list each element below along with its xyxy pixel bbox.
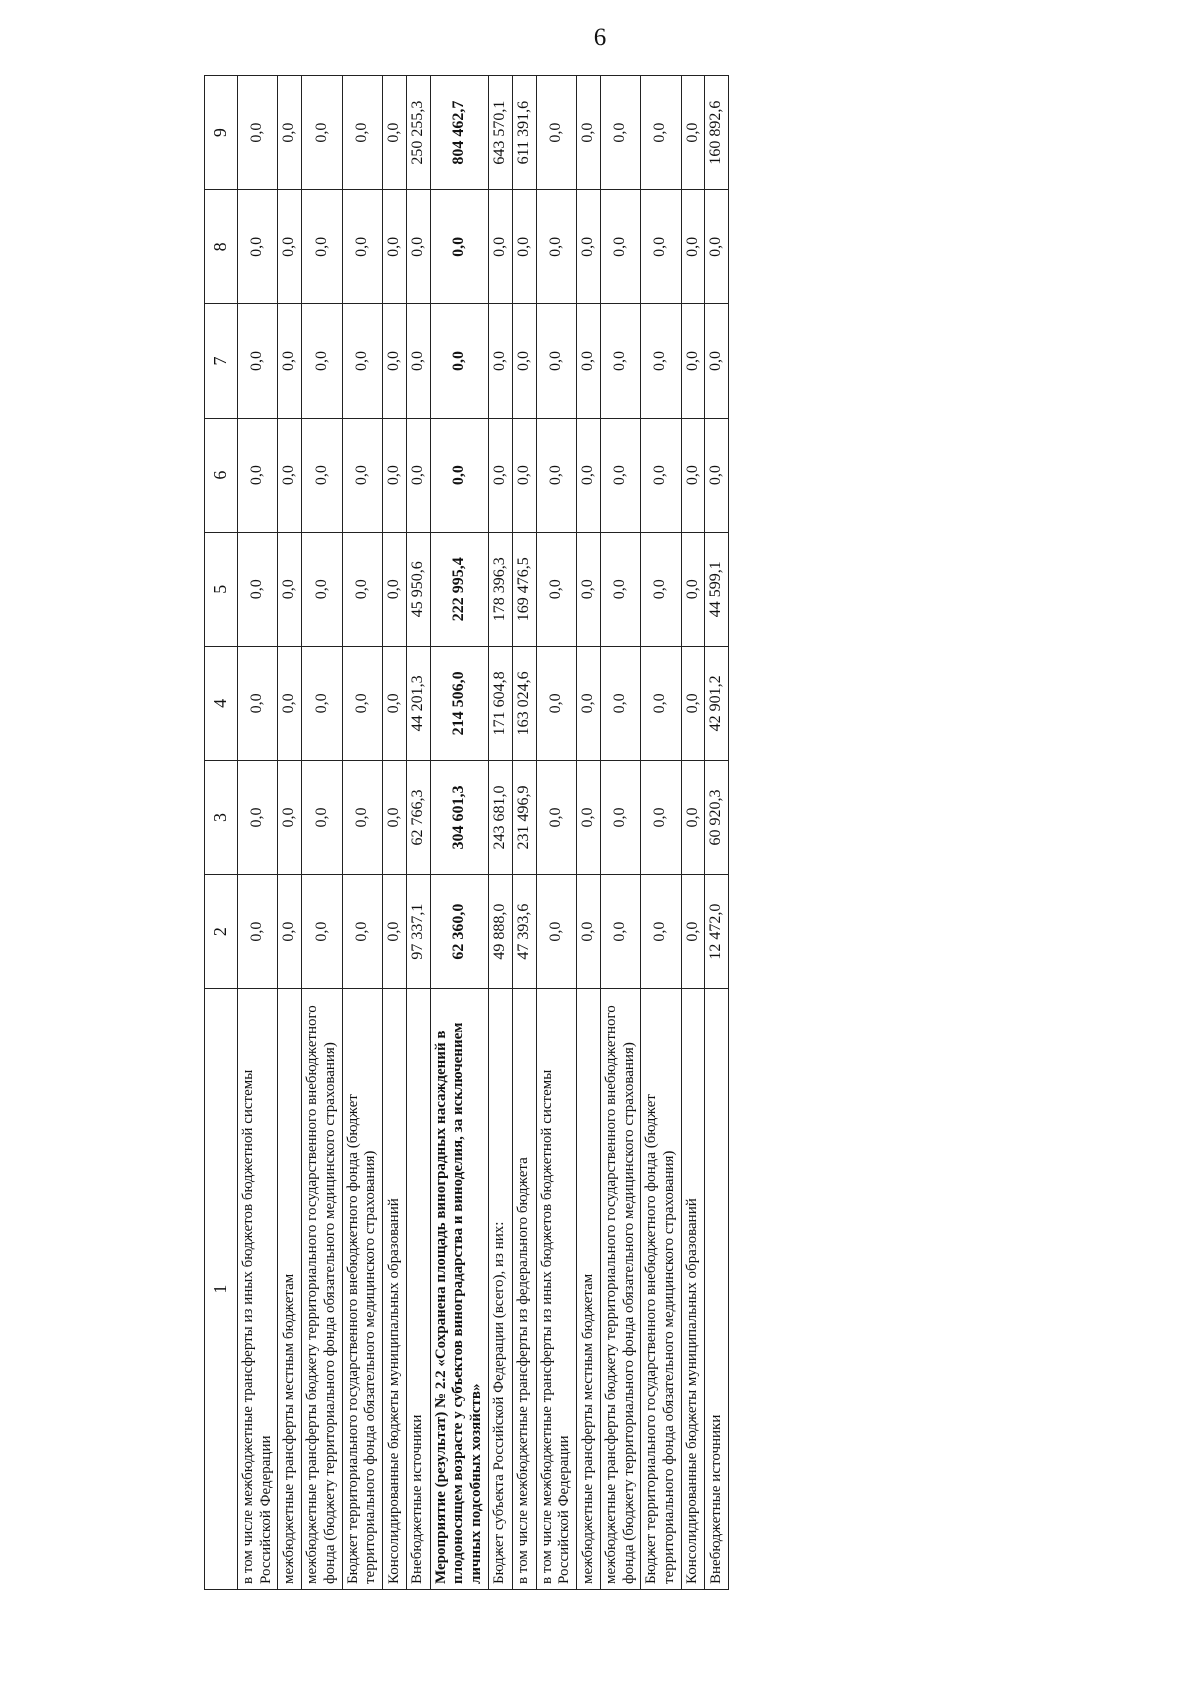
cell-col-6: 0,0 [576,418,600,532]
table-header-row [205,76,238,1590]
cell-col-5: 0,0 [238,532,278,646]
page-number: 6 [593,24,607,51]
cell-col-5: 0,0 [681,532,705,646]
header-col-6: 6 [205,418,238,532]
cell-col-3: 304 601,3 [430,760,488,874]
cell-col-4: 163 024,6 [512,646,536,760]
cell-col-5: 178 396,3 [488,532,512,646]
cell-col-6: 0,0 [512,418,536,532]
cell-col-6: 0,0 [641,418,681,532]
cell-col-9: 0,0 [238,76,278,190]
cell-col-6: 0,0 [705,418,729,532]
cell-col-9: 0,0 [536,76,576,190]
cell-col-2: 0,0 [576,875,600,989]
cell-col-3: 0,0 [681,760,705,874]
cell-col-6: 0,0 [278,418,302,532]
cell-col-6: 0,0 [383,418,407,532]
row-label: в том числе межбюджетные трансферты из иных бюджетов бюджетной системы Российской Федерации [238,989,278,1590]
cell-col-5: 0,0 [576,532,600,646]
cell-col-8: 0,0 [488,190,512,304]
table-row [342,76,382,1590]
table-body [238,76,729,1590]
cell-col-9: 0,0 [342,76,382,190]
cell-col-9: 0,0 [383,76,407,190]
cell-col-3: 0,0 [576,760,600,874]
cell-col-4: 0,0 [278,646,302,760]
cell-col-3: 0,0 [238,760,278,874]
cell-col-9: 160 892,6 [705,76,729,190]
budget-table [204,75,729,1590]
cell-col-7: 0,0 [512,304,536,418]
cell-col-5: 0,0 [641,532,681,646]
cell-col-8: 0,0 [600,190,640,304]
row-label: Консолидированные бюджеты муниципальных образований [681,989,705,1590]
row-label: Бюджет субъекта Российской Федерации (всего), из них: [488,989,512,1590]
header-col-3: 3 [205,760,238,874]
row-label: в том числе межбюджетные трансферты из иных бюджетов бюджетной системы Российской Федерации [536,989,576,1590]
cell-col-6: 0,0 [681,418,705,532]
header-col-1: 1 [205,989,238,1590]
cell-col-7: 0,0 [238,304,278,418]
cell-col-2: 62 360,0 [430,875,488,989]
header-col-8: 8 [205,190,238,304]
cell-col-8: 0,0 [302,190,342,304]
header-col-4: 4 [205,646,238,760]
cell-col-6: 0,0 [536,418,576,532]
header-col-9: 9 [205,76,238,190]
row-label: Бюджет территориального государственного внебюджетного фонда (бюджет территориального фонда обязательного медицинского страхования) [641,989,681,1590]
row-label: межбюджетные трансферты бюджету территориального государственного внебюджетного фонда (бюджету территориального фонда обязательного медицинского страхования) [302,989,342,1590]
cell-col-2: 0,0 [536,875,576,989]
cell-col-3: 0,0 [342,760,382,874]
cell-col-5: 45 950,6 [406,532,430,646]
table-row [383,76,407,1590]
cell-col-8: 0,0 [681,190,705,304]
cell-col-2: 0,0 [383,875,407,989]
cell-col-6: 0,0 [302,418,342,532]
cell-col-2: 0,0 [681,875,705,989]
cell-col-9: 0,0 [681,76,705,190]
cell-col-9: 0,0 [600,76,640,190]
cell-col-5: 0,0 [342,532,382,646]
cell-col-7: 0,0 [406,304,430,418]
cell-col-2: 0,0 [278,875,302,989]
table-row [705,76,729,1590]
row-label: Внебюджетные источники [406,989,430,1590]
row-label: Мероприятие (результат) № 2.2 «Сохранена площадь виноградных насаждений в плодоносящем возрасте у субъектов виноградарства и виноделия, за исключением личных подсобных хозяйств» [430,989,488,1590]
cell-col-4: 0,0 [681,646,705,760]
cell-col-7: 0,0 [705,304,729,418]
cell-col-5: 0,0 [302,532,342,646]
table-row [576,76,600,1590]
cell-col-2: 0,0 [641,875,681,989]
row-label: Консолидированные бюджеты муниципальных образований [383,989,407,1590]
cell-col-4: 0,0 [600,646,640,760]
cell-col-2: 0,0 [342,875,382,989]
cell-col-4: 42 901,2 [705,646,729,760]
cell-col-3: 0,0 [278,760,302,874]
row-label: Бюджет территориального государственного внебюджетного фонда (бюджет территориального фонда обязательного медицинского страхования) [342,989,382,1590]
cell-col-6: 0,0 [600,418,640,532]
cell-col-8: 0,0 [536,190,576,304]
cell-col-2: 0,0 [238,875,278,989]
cell-col-9: 0,0 [576,76,600,190]
cell-col-5: 0,0 [278,532,302,646]
row-label: межбюджетные трансферты местным бюджетам [278,989,302,1590]
table-row [641,76,681,1590]
table-row [600,76,640,1590]
table-row [536,76,576,1590]
cell-col-4: 0,0 [238,646,278,760]
cell-col-3: 243 681,0 [488,760,512,874]
cell-col-8: 0,0 [512,190,536,304]
cell-col-2: 12 472,0 [705,875,729,989]
cell-col-5: 0,0 [536,532,576,646]
cell-col-8: 0,0 [238,190,278,304]
cell-col-9: 643 570,1 [488,76,512,190]
cell-col-4: 0,0 [576,646,600,760]
cell-col-6: 0,0 [430,418,488,532]
cell-col-7: 0,0 [278,304,302,418]
cell-col-5: 169 476,5 [512,532,536,646]
header-col-2: 2 [205,875,238,989]
cell-col-7: 0,0 [342,304,382,418]
cell-col-4: 0,0 [383,646,407,760]
cell-col-9: 0,0 [641,76,681,190]
cell-col-4: 0,0 [536,646,576,760]
header-col-7: 7 [205,304,238,418]
row-label: Внебюджетные источники [705,989,729,1590]
table-row [302,76,342,1590]
table-row [430,76,488,1590]
cell-col-7: 0,0 [536,304,576,418]
cell-col-4: 0,0 [641,646,681,760]
cell-col-4: 214 506,0 [430,646,488,760]
cell-col-5: 0,0 [600,532,640,646]
cell-col-2: 0,0 [600,875,640,989]
cell-col-4: 0,0 [342,646,382,760]
cell-col-3: 0,0 [641,760,681,874]
cell-col-3: 0,0 [302,760,342,874]
cell-col-3: 0,0 [383,760,407,874]
cell-col-2: 47 393,6 [512,875,536,989]
cell-col-8: 0,0 [430,190,488,304]
table-row [512,76,536,1590]
table-row [681,76,705,1590]
cell-col-7: 0,0 [383,304,407,418]
cell-col-6: 0,0 [488,418,512,532]
cell-col-8: 0,0 [383,190,407,304]
cell-col-7: 0,0 [641,304,681,418]
row-label: в том числе межбюджетные трансферты из федерального бюджета [512,989,536,1590]
cell-col-3: 62 766,3 [406,760,430,874]
row-label: межбюджетные трансферты бюджету территориального государственного внебюджетного фонда (бюджету территориального фонда обязательного медицинского страхования) [600,989,640,1590]
cell-col-3: 0,0 [536,760,576,874]
table-row [238,76,278,1590]
cell-col-2: 97 337,1 [406,875,430,989]
cell-col-4: 0,0 [302,646,342,760]
cell-col-8: 0,0 [278,190,302,304]
cell-col-8: 0,0 [705,190,729,304]
cell-col-9: 0,0 [278,76,302,190]
cell-col-6: 0,0 [238,418,278,532]
cell-col-7: 0,0 [600,304,640,418]
cell-col-7: 0,0 [576,304,600,418]
cell-col-6: 0,0 [406,418,430,532]
cell-col-8: 0,0 [641,190,681,304]
cell-col-3: 231 496,9 [512,760,536,874]
cell-col-9: 0,0 [302,76,342,190]
table-row [488,76,512,1590]
cell-col-5: 222 995,4 [430,532,488,646]
cell-col-7: 0,0 [302,304,342,418]
cell-col-9: 250 255,3 [406,76,430,190]
cell-col-2: 0,0 [302,875,342,989]
cell-col-8: 0,0 [406,190,430,304]
cell-col-7: 0,0 [488,304,512,418]
cell-col-9: 804 462,7 [430,76,488,190]
table-row [406,76,430,1590]
cell-col-4: 171 604,8 [488,646,512,760]
cell-col-5: 44 599,1 [705,532,729,646]
cell-col-4: 44 201,3 [406,646,430,760]
cell-col-8: 0,0 [576,190,600,304]
cell-col-5: 0,0 [383,532,407,646]
cell-col-7: 0,0 [430,304,488,418]
header-col-5: 5 [205,532,238,646]
cell-col-2: 49 888,0 [488,875,512,989]
cell-col-7: 0,0 [681,304,705,418]
cell-col-3: 60 920,3 [705,760,729,874]
budget-table-wrapper [204,75,1090,1590]
cell-col-6: 0,0 [342,418,382,532]
cell-col-9: 611 391,6 [512,76,536,190]
table-row [278,76,302,1590]
cell-col-8: 0,0 [342,190,382,304]
row-label: межбюджетные трансферты местным бюджетам [576,989,600,1590]
cell-col-3: 0,0 [600,760,640,874]
